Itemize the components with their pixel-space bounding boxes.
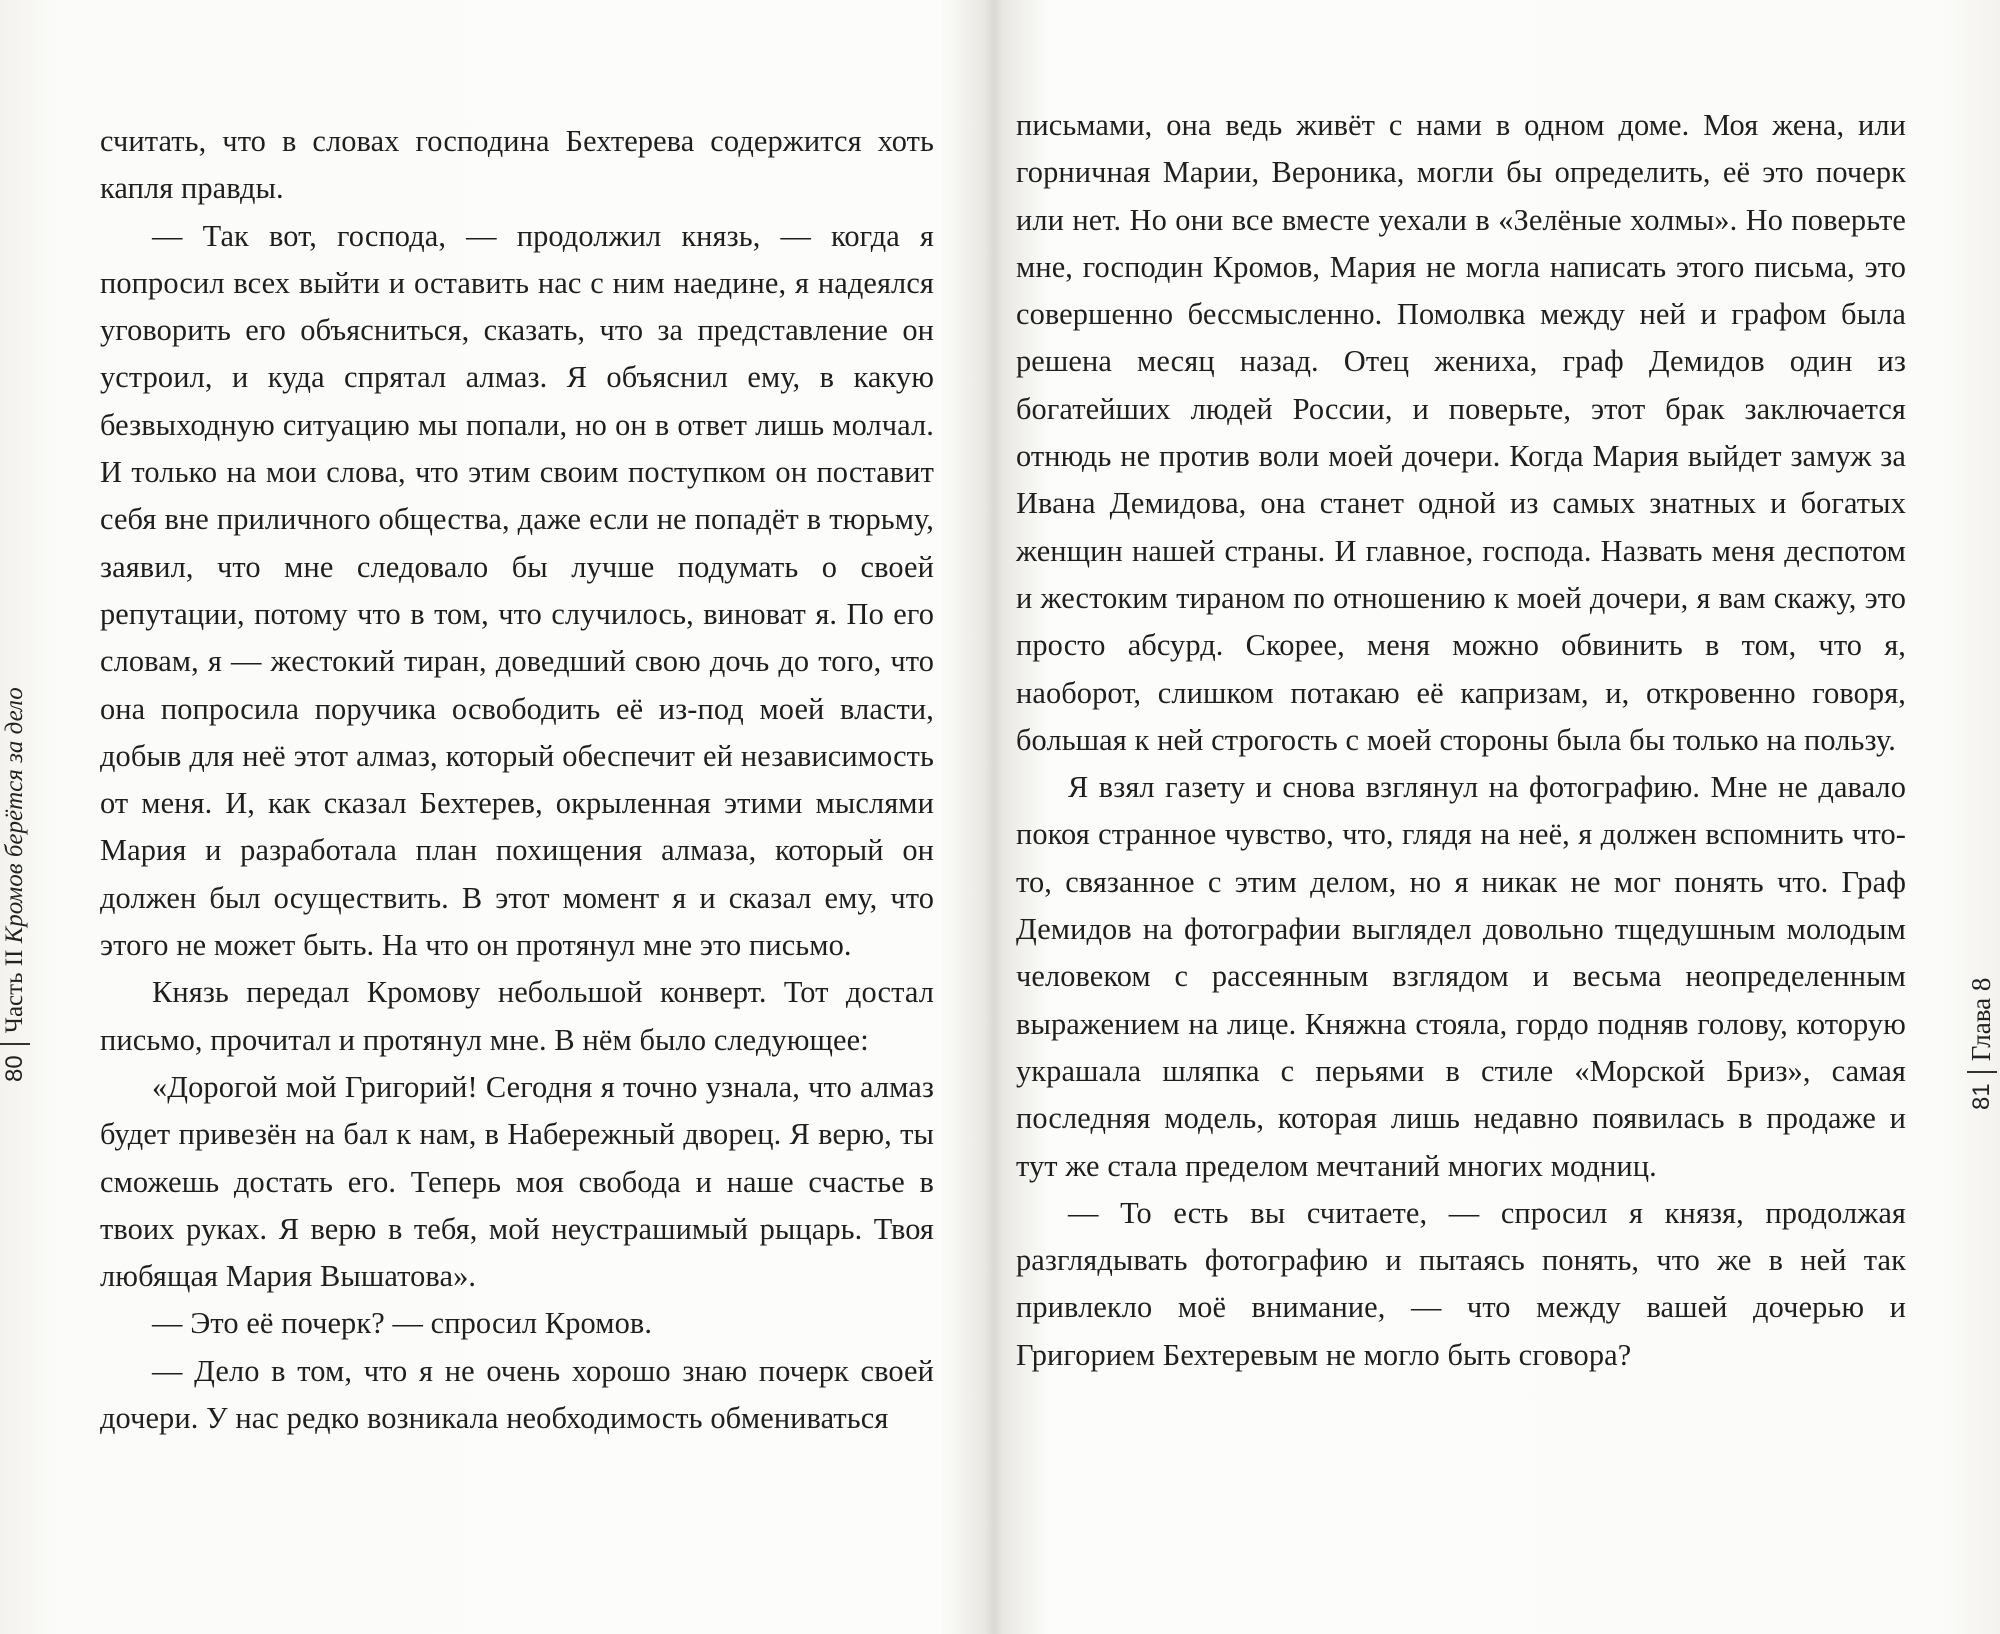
left-running-head: [0, 687, 30, 1082]
paragraph: — Это её почерк? — спросил Кромов.: [152, 1306, 653, 1341]
page-number: 80: [1, 1055, 28, 1082]
left-page-text: [100, 118, 934, 1442]
part-label: Часть II: [1, 949, 28, 1034]
right-page-text: [1016, 102, 1906, 1379]
paragraph: «Дорогой мой Григорий! Сегодня я точно узнала, что алмаз будет привезён на бал к нам, в Набережный дворец. Я верю, ты сможешь достать его. Теперь моя свобода и наше счастье в твоих руках. Я верю в тебя, мой неустрашимый рыцарь. Твоя любящая Мария Вышатова».: [100, 1069, 934, 1294]
paragraph: — Так вот, господа, — продолжил князь, — когда я попросил всех выйти и оставить нас с ним наедине, я надеялся уговорить его объясниться, сказать, что за представление он устроил, и куда спрятал алмаз. Я объяснил ему, в какую безвыходную ситуацию мы попали, но он в ответ лишь молчал. И только на мои слова, что этим своим поступком он поставит себя вне приличного общества, даже если не попадёт в тюрьму, заявил, что мне следовало бы лучше подумать о своей репутации, потому что в том, что случилось, виноват я. По его словам, я — жестокий тиран, доведший свою дочь до того, что она попросила поручика освободить её из-под моей власти, добыв для неё этот алмаз, который обеспечит ей независимость от меня. И, как сказал Бехтерев, окрыленная этими мыслями Мария и разработала план похищения алмаза, который он должен был осуществить. В этот момент я и сказал ему, что этого не может быть. На что он протянул мне это письмо.: [100, 218, 934, 963]
divider: [1967, 1071, 1997, 1073]
paragraph: Я взял газету и снова взглянул на фотографию. Мне не давало покоя странное чувство, что, глядя на неё, я должен вспомнить что-то, связанное с этим делом, но я никак не мог понять что. Граф Демидов на фотографии выглядел довольно тщедушным молодым человеком с рассеянным взглядом и весьма неопределенным выражением на лице. Княжна стояла, гордо подняв голову, которую украшала шляпка с перьями в стиле «Морской Бриз», самая последняя модель, которая лишь недавно появилась в продаже и тут же стала пределом мечтаний многих модниц.: [1016, 770, 1906, 1183]
paragraph: — То есть вы считаете, — спросил я князя, продолжая разглядывать фотографию и пытаясь понять, что же в ней так привлекло моё внимание, — что между вашей дочерью и Григорием Бехтеревым не могло быть сговора?: [1016, 1195, 1906, 1372]
part-name: Кромов берётся за дело: [1, 687, 28, 944]
paragraph: — Дело в том, что я не очень хорошо знаю почерк своей дочери. У нас редко возникала необходимость обмениваться: [100, 1353, 934, 1436]
page-number: 81: [1967, 1083, 1995, 1110]
right-page: [996, 0, 2000, 1634]
chapter-title: Глава 8: [1966, 977, 1996, 1062]
right-running-head: [1966, 810, 1997, 1110]
paragraph: считать, что в словах господина Бехтерева содержится хоть капля правды.: [100, 124, 934, 206]
part-title: [1, 687, 29, 1033]
divider: [0, 1043, 30, 1045]
paragraph: Князь передал Кромову небольшой конверт. Тот достал письмо, прочитал и протянул мне. В нём было следующее:: [100, 975, 934, 1057]
paragraph: письмами, она ведь живёт с нами в одном доме. Моя жена, или горничная Марии, Вероника, могли бы определить, её это почерк или нет. Но они все вместе уехали в «Зелёные холмы». Но поверьте мне, господин Кромов, Мария не могла написать этого письма, это совершенно бессмысленно. Помолвка между ней и графом была решена месяц назад. Отец жениха, граф Демидов один из богатейших людей России, и поверьте, этот брак заключается отнюдь не против воли моей дочери. Когда Мария выйдет замуж за Ивана Демидова, она станет одной из самых знатных и богатых женщин нашей страны. И главное, господа. Назвать меня деспотом и жестоким тираном по отношению к моей дочери, я вам скажу, это просто абсурд. Скорее, меня можно обвинить в том, что я, наоборот, слишком потакаю её капризам, и, откровенно говоря, большая к ней строгость с моей стороны была бы только на пользу.: [1016, 108, 1906, 757]
left-page: [0, 0, 990, 1634]
